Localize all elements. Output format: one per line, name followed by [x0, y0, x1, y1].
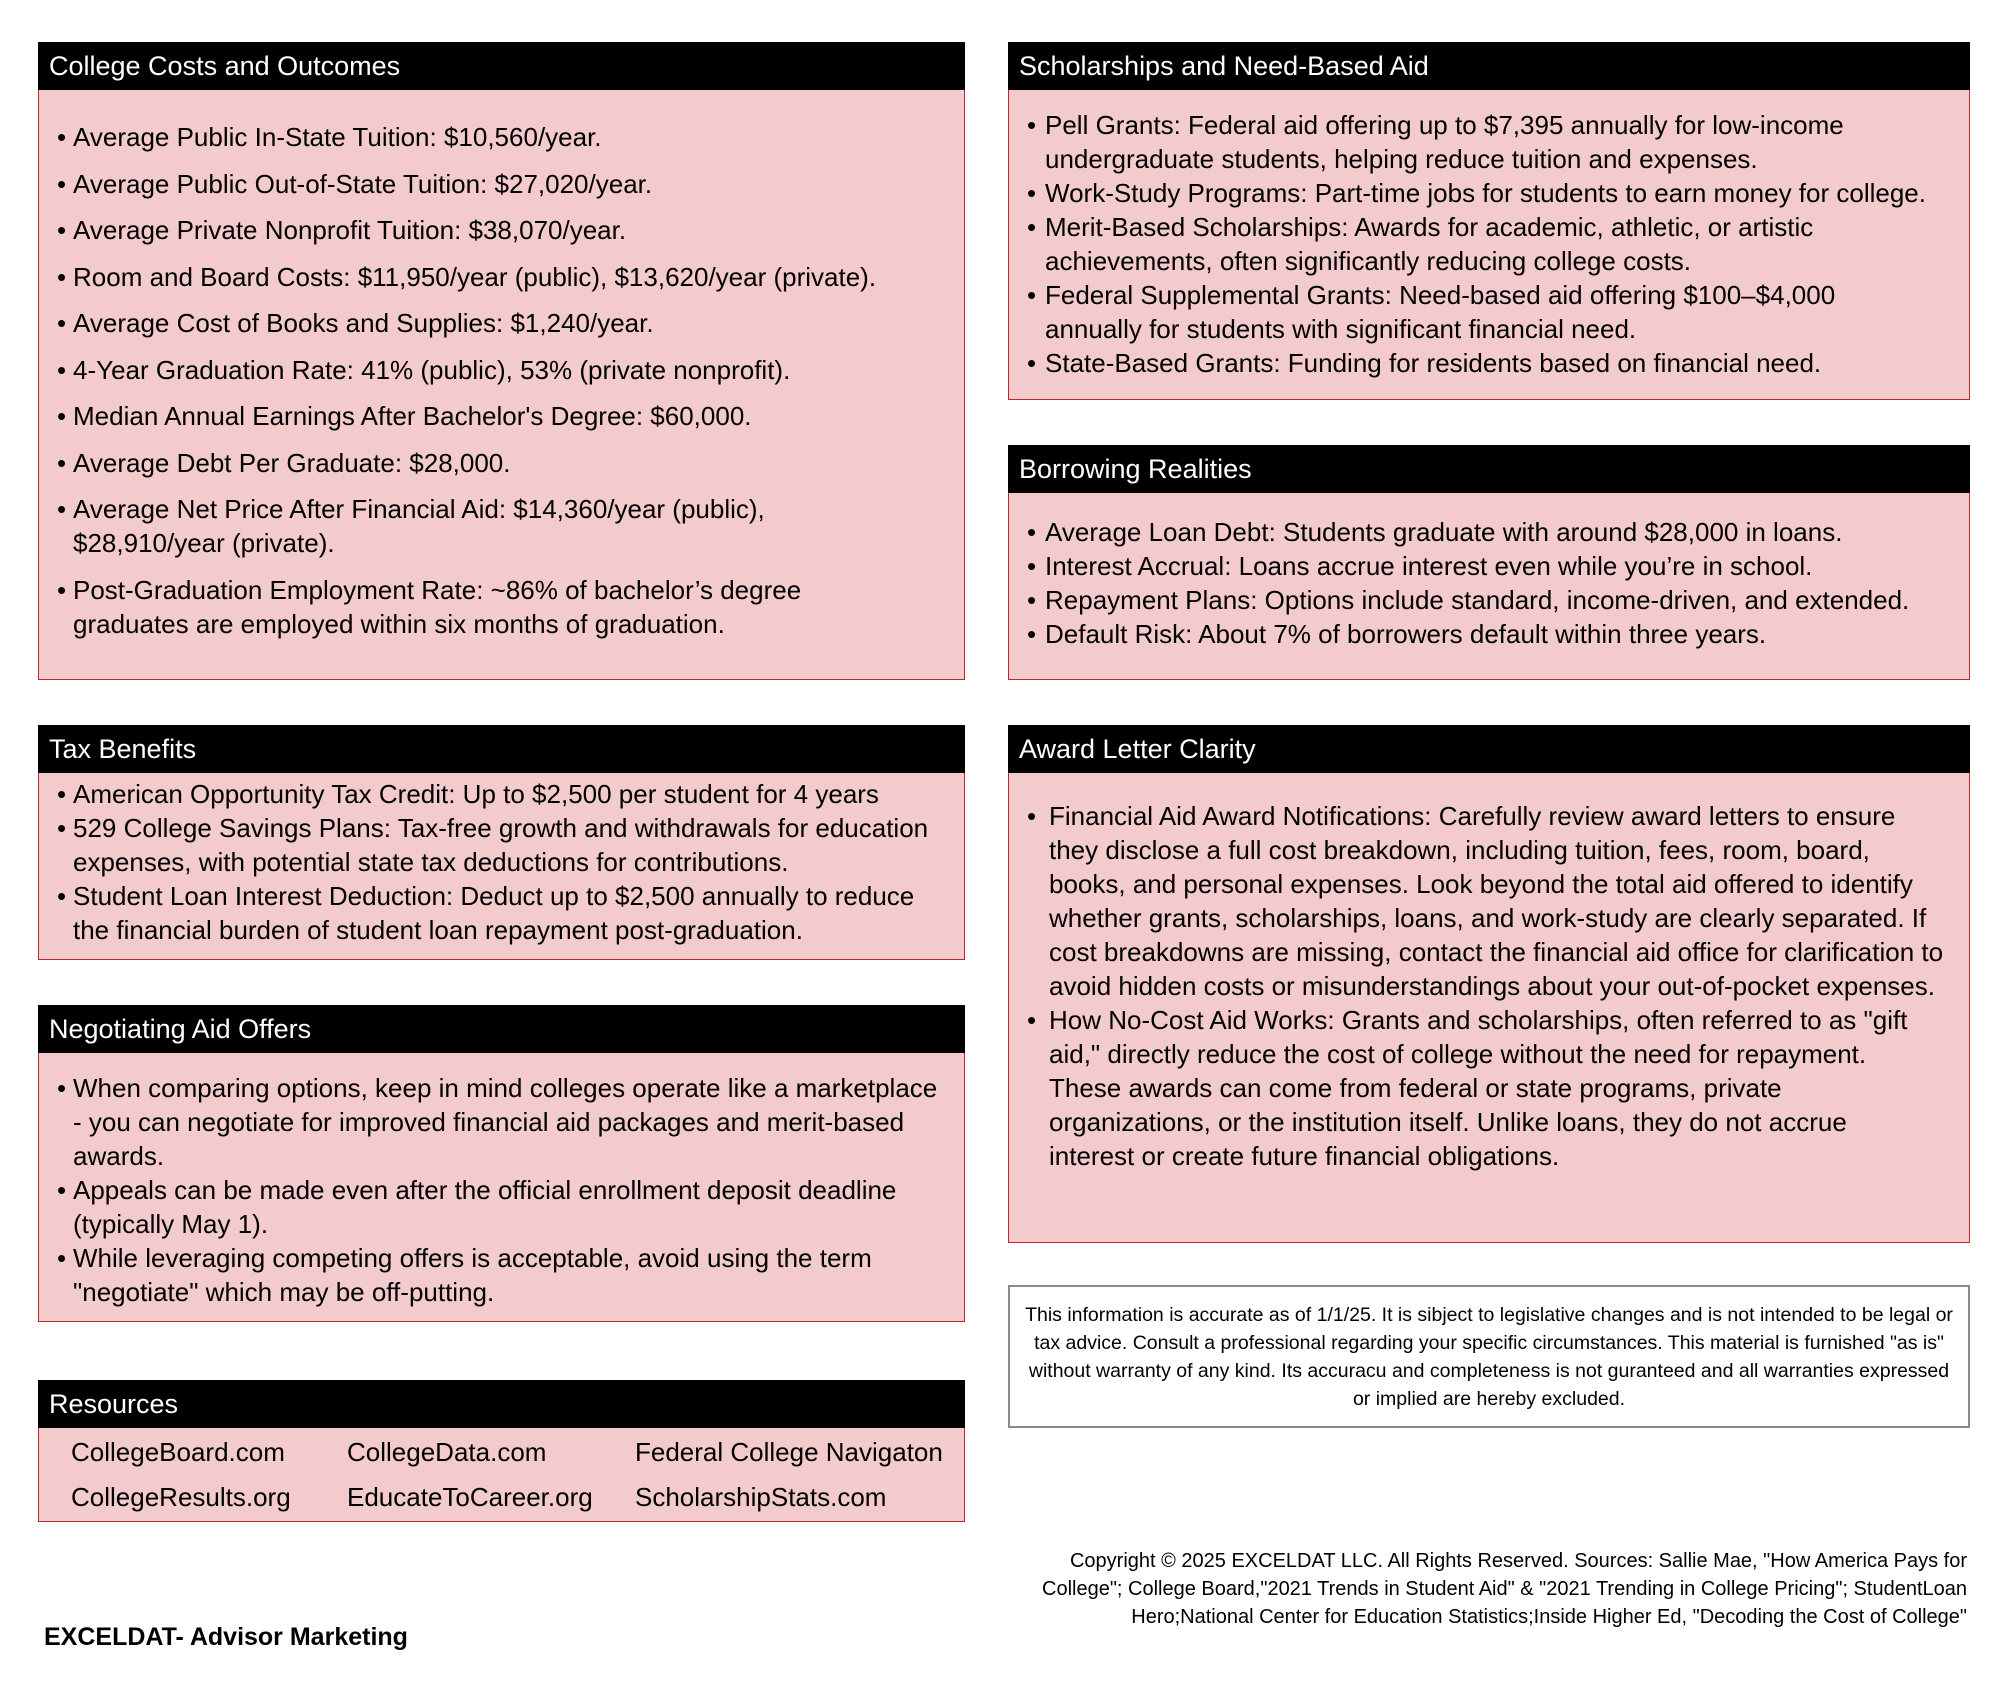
list-item: • When comparing options, keep in mind colleges operate like a marketplace - you can negotiate for improved financial aid packages and merit-based awards.	[57, 1071, 946, 1173]
list-item: • Average Loan Debt: Students graduate with around $28,000 in loans.	[1027, 515, 1951, 549]
list-item: • Financial Aid Award Notifications: Carefully review award letters to ensure they disclose a full cost breakdown, including tuition, fees, room, board, books, and personal expenses. Look beyond the total aid offered to identify whether grants, scholarships, loans, and work-study are clearly separated. If cost breakdowns are missing, contact the financial aid office for clarification to avoid hidden costs or misunderstandings about your out-of-pocket expenses.	[1027, 799, 1951, 1003]
list-item: • Room and Board Costs: $11,950/year (public), $13,620/year (private).	[57, 260, 946, 294]
resource-link-federal-college-navigator[interactable]: Federal College Navigaton	[635, 1437, 943, 1467]
scholarships-title: Scholarships and Need-Based Aid	[1008, 42, 1970, 90]
list-item: • Repayment Plans: Options include standard, income-driven, and extended.	[1027, 583, 1951, 617]
list-item: • Interest Accrual: Loans accrue interest even while you’re in school.	[1027, 549, 1951, 583]
tax-benefits-panel	[38, 725, 965, 960]
resource-link-educatetocareer[interactable]: EducateToCareer.org	[347, 1482, 593, 1512]
negotiating-aid-panel	[38, 1005, 965, 1322]
list-item: • 4-Year Graduation Rate: 41% (public), 53% (private nonprofit).	[57, 353, 946, 387]
list-item: • How No-Cost Aid Works: Grants and scholarships, often referred to as "gift aid," directly reduce the cost of college without the need for repayment. These awards can come from federal or state programs, private organizations, or the institution itself. Unlike loans, they do not accrue interest or create future financial obligations.	[1027, 1003, 1951, 1173]
college-costs-body	[38, 90, 965, 680]
resources-row	[71, 1475, 946, 1520]
borrowing-realities-panel	[1008, 445, 1970, 680]
college-costs-panel	[38, 42, 965, 680]
scholarships-panel	[1008, 42, 1970, 400]
award-letter-body	[1008, 773, 1970, 1243]
negotiating-aid-list	[57, 1071, 946, 1309]
resources-panel	[38, 1380, 965, 1522]
brand-footer: EXCELDAT- Advisor Marketing	[44, 1623, 408, 1651]
college-costs-title: College Costs and Outcomes	[38, 42, 965, 90]
disclaimer-box: This information is accurate as of 1/1/25. It is sibject to legislative changes and is not intended to be legal or tax advice. Consult a professional regarding your specific circumstances. This material is furnished "as is" without warranty of any kind. Its accuracu and completeness is not guranteed and all warranties expressed or implied are hereby excluded.	[1008, 1285, 1970, 1428]
list-item: • Default Risk: About 7% of borrowers default within three years.	[1027, 617, 1951, 651]
list-item: • Work-Study Programs: Part-time jobs for students to earn money for college.	[1027, 176, 1951, 210]
borrowing-realities-list	[1027, 515, 1951, 651]
resources-row	[71, 1430, 946, 1475]
list-item: • Pell Grants: Federal aid offering up to $7,395 annually for low-income undergraduate students, helping reduce tuition and expenses.	[1027, 108, 1951, 176]
borrowing-realities-title: Borrowing Realities	[1008, 445, 1970, 493]
resource-link-scholarshipstats[interactable]: ScholarshipStats.com	[635, 1482, 887, 1512]
list-item: • Average Cost of Books and Supplies: $1,240/year.	[57, 306, 946, 340]
scholarships-body	[1008, 90, 1970, 400]
negotiating-aid-body	[38, 1053, 965, 1322]
resources-body	[38, 1428, 965, 1522]
list-item: • 529 College Savings Plans: Tax-free growth and withdrawals for education expenses, with potential state tax deductions for contributions.	[57, 811, 946, 879]
award-letter-title: Award Letter Clarity	[1008, 725, 1970, 773]
list-item: • State-Based Grants: Funding for residents based on financial need.	[1027, 346, 1951, 380]
list-item: • Average Public In-State Tuition: $10,560/year.	[57, 120, 946, 154]
copyright-sources: Copyright © 2025 EXCELDAT LLC. All Rights Reserved. Sources: Sallie Mae, "How America Pays for College"; College Board,"2021 Trends in Student Aid" & "2021 Trending in College Pricing"; StudentLoan Hero;National Center for Education Statistics;Inside Higher Ed, "Decoding the Cost of College"	[1042, 1550, 1967, 1628]
list-item: • Average Net Price After Financial Aid: $14,360/year (public), $28,910/year (private).	[57, 492, 946, 560]
tax-benefits-body	[38, 773, 965, 960]
list-item: • Appeals can be made even after the official enrollment deposit deadline (typically May 1).	[57, 1173, 946, 1241]
list-item: • While leveraging competing offers is acceptable, avoid using the term "negotiate" which may be off-putting.	[57, 1241, 946, 1309]
resource-link-collegedata[interactable]: CollegeData.com	[347, 1437, 547, 1467]
list-item: • American Opportunity Tax Credit: Up to $2,500 per student for 4 years	[57, 777, 946, 811]
list-item: • Post-Graduation Employment Rate: ~86% of bachelor’s degree graduates are employed within six months of graduation.	[57, 573, 946, 641]
tax-benefits-title: Tax Benefits	[38, 725, 965, 773]
award-letter-panel	[1008, 725, 1970, 1243]
list-item: • Student Loan Interest Deduction: Deduct up to $2,500 annually to reduce the financial burden of student loan repayment post-graduation.	[57, 879, 946, 947]
tax-benefits-list	[57, 777, 946, 947]
list-item: • Federal Supplemental Grants: Need-based aid offering $100–$4,000 annually for students with significant financial need.	[1027, 278, 1951, 346]
negotiating-aid-title: Negotiating Aid Offers	[38, 1005, 965, 1053]
college-costs-list	[57, 120, 946, 641]
resource-link-collegeresults[interactable]: CollegeResults.org	[71, 1482, 291, 1512]
scholarships-list	[1027, 108, 1951, 380]
list-item: • Average Private Nonprofit Tuition: $38,070/year.	[57, 213, 946, 247]
award-letter-list	[1027, 799, 1951, 1173]
list-item: • Average Debt Per Graduate: $28,000.	[57, 446, 946, 480]
list-item: • Average Public Out-of-State Tuition: $27,020/year.	[57, 167, 946, 201]
borrowing-realities-body	[1008, 493, 1970, 680]
list-item: • Merit-Based Scholarships: Awards for academic, athletic, or artistic achievements, often significantly reducing college costs.	[1027, 210, 1951, 278]
resources-title: Resources	[38, 1380, 965, 1428]
resource-link-collegeboard[interactable]: CollegeBoard.com	[71, 1437, 285, 1467]
list-item: • Median Annual Earnings After Bachelor's Degree: $60,000.	[57, 399, 946, 433]
